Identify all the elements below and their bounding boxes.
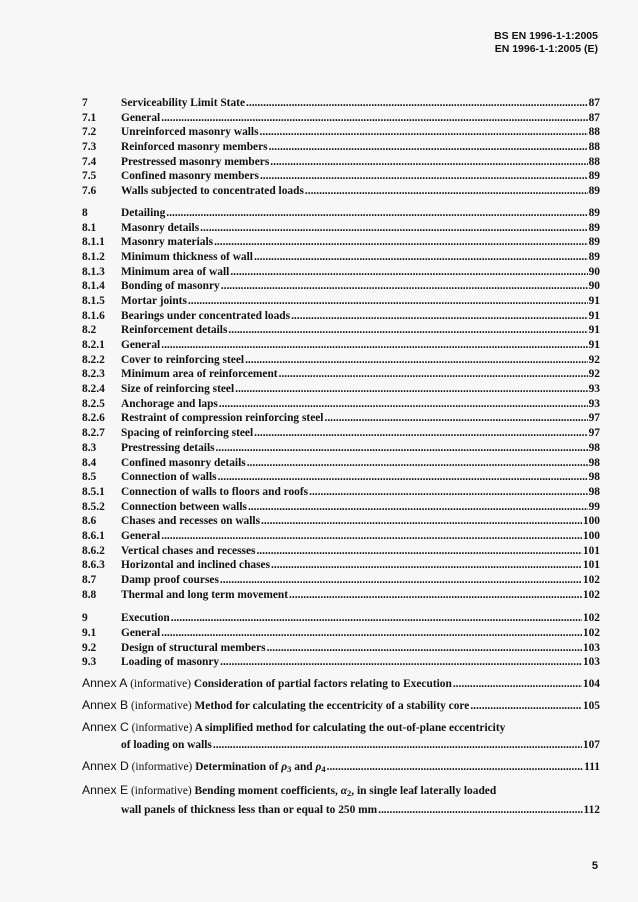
leader-dots [267, 641, 582, 656]
toc-entry-title: Confined masonry details [121, 456, 246, 469]
annex-type: (informative) [130, 700, 192, 713]
toc-entry-number: 8 [82, 206, 88, 219]
leader-dots [161, 338, 587, 353]
toc-annex-c[interactable] [82, 720, 600, 753]
leader-dots [269, 140, 588, 155]
toc-entry-page: 103 [582, 641, 600, 654]
toc-entry-title: Cover to reinforcing steel [121, 353, 245, 366]
toc-entry[interactable] [82, 456, 600, 471]
toc-entry-page: 93 [588, 383, 600, 396]
toc-entry[interactable] [82, 514, 600, 529]
table-of-contents [82, 96, 600, 818]
toc-entry-title: Confined masonry members [121, 170, 259, 183]
toc-entry-title: Chases and recesses on walls [121, 515, 261, 528]
toc-entry-page: 87 [588, 97, 600, 109]
toc-entry-number: 8.4 [82, 456, 97, 469]
toc-entry[interactable] [82, 573, 600, 588]
toc-entry-page: 88 [588, 126, 600, 139]
annex-type: (informative) [130, 785, 192, 798]
toc-entry-number: 8.2 [82, 324, 97, 337]
toc-entry-page: 99 [588, 500, 600, 513]
toc-annex-a[interactable] [82, 676, 600, 692]
toc-entry-number: 8.1.2 [82, 250, 105, 263]
leader-dots [220, 573, 582, 588]
conjunction: and [294, 761, 313, 774]
toc-entry-number: 8.2.7 [82, 427, 105, 440]
standard-number-en: EN 1996-1-1:2005 (E) [494, 43, 598, 55]
toc-entry-number: 8.2.4 [82, 383, 105, 396]
toc-entry-title: Prestressing details [121, 441, 215, 454]
leader-dots [453, 677, 582, 692]
toc-entry-number: 7.4 [82, 155, 97, 168]
toc-entry-page: 102 [582, 574, 600, 586]
toc-entry-page: 98 [588, 456, 600, 469]
leader-dots [254, 250, 588, 265]
leader-dots [213, 738, 582, 753]
toc-entry-title: General [121, 627, 161, 640]
subscript: 4 [321, 764, 326, 775]
subscript: 2 [347, 788, 352, 799]
annex-title-post: , in single leaf laterally loaded [351, 785, 497, 798]
toc-entry-title: Minimum area of reinforcement [121, 368, 278, 381]
toc-entry-title: Connection between walls [121, 500, 247, 513]
toc-entry[interactable] [82, 235, 600, 250]
toc-entry-page: 91 [588, 339, 600, 351]
annex-page: 107 [582, 739, 600, 752]
leader-dots [470, 699, 582, 714]
toc-rows [82, 96, 600, 670]
annex-label: Annex B [82, 698, 129, 713]
toc-entry[interactable] [82, 140, 600, 155]
toc-entry-page: 102 [582, 612, 600, 625]
toc-entry-page: 102 [582, 588, 600, 601]
annex-page: 112 [583, 804, 600, 817]
annex-label: Annex E [82, 783, 129, 798]
toc-annex-d[interactable] [82, 759, 600, 777]
toc-entry-page: 89 [588, 250, 600, 263]
toc-entry[interactable] [82, 309, 600, 324]
toc-entry-title: Mortar joints [121, 294, 187, 307]
leader-dots [246, 96, 588, 111]
annex-title: Bending moment coefficients, [194, 785, 338, 798]
toc-entry-number: 8.7 [82, 574, 97, 586]
toc-entry-number: 8.2.6 [82, 412, 105, 425]
toc-entry[interactable] [82, 382, 600, 397]
toc-entry-title: Unreinforced masonry walls [121, 126, 259, 139]
toc-entry-title: Masonry materials [121, 236, 214, 249]
leader-dots [230, 265, 587, 280]
leader-dots [256, 544, 581, 559]
toc-entry-page: 92 [588, 368, 600, 381]
toc-entry-number: 8.5.2 [82, 500, 105, 513]
leader-dots [161, 626, 582, 641]
annex-label: Annex C [82, 720, 129, 735]
toc-entry-title: Reinforcement details [121, 324, 228, 337]
toc-entry[interactable] [82, 544, 600, 559]
leader-dots [200, 221, 587, 236]
leader-dots [220, 655, 582, 670]
annex-page: 105 [582, 700, 600, 713]
toc-entry[interactable] [82, 184, 600, 199]
toc-entry-title: Serviceability Limit State [121, 97, 246, 109]
leader-dots [221, 279, 588, 294]
leader-dots [305, 184, 588, 199]
standard-number: BS EN 1996-1-1:2005 [494, 30, 598, 42]
annex-title: Consideration of partial factors relating to Execution [193, 678, 452, 691]
leader-dots [248, 500, 588, 515]
toc-entry[interactable] [82, 353, 600, 368]
toc-entry-page: 101 [582, 544, 600, 557]
toc-entry-number: 8.6.1 [82, 529, 105, 542]
toc-entry[interactable] [82, 125, 600, 140]
toc-entry-page: 89 [588, 236, 600, 249]
toc-entry-page: 87 [588, 111, 600, 124]
toc-entry-number: 9 [82, 612, 88, 625]
toc-entry-number: 7.5 [82, 170, 97, 183]
toc-entry-title: Loading of masonry [121, 656, 220, 669]
toc-entry-number: 8.3 [82, 441, 97, 454]
toc-entry-page: 102 [582, 627, 600, 640]
toc-entry-number: 7.3 [82, 141, 97, 154]
toc-entry-title: Connection of walls [121, 471, 217, 484]
toc-entry[interactable] [82, 470, 600, 485]
toc-entry-number: 8.5.1 [82, 485, 105, 498]
toc-entry-page: 100 [582, 515, 600, 528]
toc-entry[interactable] [82, 96, 600, 111]
leader-dots [166, 206, 587, 221]
toc-entry-number: 8.1.1 [82, 236, 105, 249]
leader-dots [254, 426, 587, 441]
toc-entry-number: 9.3 [82, 656, 97, 669]
leader-dots [271, 558, 582, 573]
toc-entry-page: 89 [588, 170, 600, 183]
toc-entry[interactable] [82, 338, 600, 353]
annex-title: Determination of [195, 761, 279, 774]
toc-entry-title: Restraint of compression reinforcing steel [121, 412, 324, 425]
toc-entry[interactable] [82, 411, 600, 426]
toc-entry-title: General [121, 339, 161, 351]
toc-entry-page: 90 [588, 265, 600, 278]
toc-entry-title: Connection of walls to floors and roofs [121, 485, 309, 498]
toc-entry-title: Detailing [121, 206, 166, 219]
toc-entry-title: Reinforced masonry members [121, 141, 268, 154]
toc-entry[interactable] [82, 588, 600, 603]
toc-entry[interactable] [82, 323, 600, 338]
toc-entry-page: 98 [588, 471, 600, 484]
annex-title: A simplified method for calculating the out-of-plane eccentricity [194, 722, 506, 735]
toc-entry[interactable] [82, 441, 600, 456]
toc-entry-title: Thermal and long term movement [121, 588, 289, 601]
page-number: 5 [591, 860, 598, 872]
leader-dots [218, 470, 588, 485]
toc-entry-title: Bonding of masonry [121, 280, 220, 293]
toc-entry[interactable] [82, 397, 600, 412]
toc-entry-page: 89 [588, 221, 600, 234]
leader-dots [188, 294, 588, 309]
toc-entry-page: 91 [588, 324, 600, 337]
leader-dots [289, 588, 582, 603]
toc-entry-title: Bearings under concentrated loads [121, 309, 291, 322]
toc-entry[interactable] [82, 169, 600, 184]
leader-dots [161, 529, 582, 544]
toc-entry-page: 100 [582, 529, 600, 542]
toc-entry-number: 8.2.1 [82, 339, 105, 351]
toc-entry-number: 8.1.5 [82, 294, 105, 307]
toc-entry[interactable] [82, 655, 600, 670]
toc-entry-title: Execution [121, 612, 170, 625]
leader-dots [214, 235, 588, 250]
toc-entry-page: 88 [588, 155, 600, 168]
toc-entry-title: Minimum thickness of wall [121, 250, 253, 263]
leader-dots [235, 382, 587, 397]
toc-entry-title: Vertical chases and recesses [121, 544, 256, 557]
annex-title: Method for calculating the eccentricity of a stability core [194, 700, 470, 713]
leader-dots [228, 323, 587, 338]
leader-dots [260, 125, 588, 140]
toc-entry-number: 9.2 [82, 641, 97, 654]
leader-dots [324, 411, 587, 426]
leader-dots [270, 155, 587, 170]
toc-entry[interactable] [82, 221, 600, 236]
toc-entry-number: 7.6 [82, 185, 97, 198]
leader-dots [219, 397, 588, 412]
leader-dots [327, 760, 584, 775]
toc-entry[interactable] [82, 641, 600, 656]
toc-entry-page: 101 [582, 559, 600, 572]
annex-type: (informative) [130, 678, 191, 691]
toc-entry-number: 8.1.3 [82, 265, 105, 278]
toc-entry[interactable] [82, 206, 600, 221]
toc-entry-title: General [121, 529, 161, 542]
toc-entry-title: Masonry details [121, 221, 200, 234]
leader-dots [245, 353, 588, 368]
leader-dots [216, 441, 588, 456]
toc-entry-page: 88 [588, 141, 600, 154]
symbol-alpha: α [340, 785, 348, 798]
toc-entry-page: 89 [588, 185, 600, 198]
toc-entry-number: 8.2.3 [82, 368, 105, 381]
toc-entry-page: 98 [588, 485, 600, 498]
toc-entry-number: 8.1.4 [82, 280, 105, 293]
annex-label: Annex D [82, 759, 129, 774]
toc-entry-number: 8.1.6 [82, 309, 105, 322]
toc-entry-number: 7 [82, 97, 88, 109]
toc-entry-number: 8.6.2 [82, 544, 105, 557]
toc-entry-page: 89 [588, 206, 600, 219]
toc-entry-title: Anchorage and laps [121, 397, 218, 410]
toc-entry[interactable] [82, 626, 600, 641]
toc-annex-b[interactable] [82, 698, 600, 714]
toc-entry[interactable] [82, 265, 600, 280]
leader-dots [291, 309, 588, 324]
toc-entry-page: 90 [588, 280, 600, 293]
toc-entry-title: Design of structural members [121, 641, 266, 654]
toc-entry-number: 8.2.5 [82, 397, 105, 410]
leader-dots [309, 485, 588, 500]
leader-dots [261, 514, 582, 529]
toc-entry[interactable] [82, 367, 600, 382]
annex-type: (informative) [131, 722, 193, 735]
toc-entry-title: Prestressed masonry members [121, 155, 270, 168]
annex-label: Annex A [82, 676, 128, 691]
toc-entry-page: 98 [588, 441, 600, 454]
toc-entry-page: 91 [588, 294, 600, 307]
leader-dots [161, 111, 587, 126]
symbol-rho: ρ [315, 761, 322, 774]
toc-entry-page: 97 [588, 412, 600, 425]
leader-dots [378, 803, 582, 818]
toc-entry-title: General [121, 111, 161, 124]
annex-title-continued: of loading on walls [121, 739, 212, 752]
toc-entry[interactable] [82, 611, 600, 626]
toc-entry[interactable] [82, 155, 600, 170]
toc-entry-number: 9.1 [82, 627, 97, 640]
toc-entry-page: 97 [588, 427, 600, 440]
toc-entry-number: 8.8 [82, 588, 97, 601]
toc-entry-number: 8.2.2 [82, 353, 105, 366]
annex-page: 111 [584, 761, 600, 774]
toc-entry[interactable] [82, 558, 600, 573]
toc-entry-page: 91 [588, 309, 600, 322]
toc-entry[interactable] [82, 426, 600, 441]
leader-dots [247, 456, 588, 471]
symbol-rho: ρ [281, 761, 288, 774]
leader-dots [171, 611, 582, 626]
leader-dots [279, 367, 588, 382]
toc-entry-page: 103 [582, 656, 600, 669]
toc-entry[interactable] [82, 529, 600, 544]
toc-entry-title: Spacing of reinforcing steel [121, 427, 254, 440]
toc-entry-number: 7.2 [82, 126, 97, 139]
page-header [494, 30, 598, 56]
toc-entry[interactable] [82, 294, 600, 309]
toc-entry-title: Walls subjected to concentrated loads [121, 185, 304, 198]
toc-entry-title: Horizontal and inclined chases [121, 559, 271, 572]
toc-entry-number: 8.1 [82, 221, 97, 234]
annex-title-continued: wall panels of thickness less than or equal to 250 mm [121, 804, 378, 817]
toc-entry[interactable] [82, 485, 600, 500]
toc-entry-page: 93 [588, 397, 600, 410]
toc-entry[interactable] [82, 279, 600, 294]
annex-page: 104 [582, 678, 600, 691]
annex-type: (informative) [131, 761, 193, 774]
toc-entry[interactable] [82, 250, 600, 265]
toc-entry-title: Damp proof courses [121, 574, 219, 586]
leader-dots [260, 169, 588, 184]
toc-entry[interactable] [82, 111, 600, 126]
toc-entry-number: 8.6.3 [82, 559, 105, 572]
toc-entry-number: 8.5 [82, 471, 97, 484]
toc-entry-title: Minimum area of wall [121, 265, 230, 278]
toc-entry-number: 7.1 [82, 111, 97, 124]
toc-entry-page: 92 [588, 353, 600, 366]
toc-entry[interactable] [82, 500, 600, 515]
toc-entry-title: Size of reinforcing steel [121, 383, 235, 396]
toc-annex-e[interactable] [82, 783, 600, 818]
toc-entry-number: 8.6 [82, 515, 97, 528]
subscript: 3 [287, 764, 292, 775]
